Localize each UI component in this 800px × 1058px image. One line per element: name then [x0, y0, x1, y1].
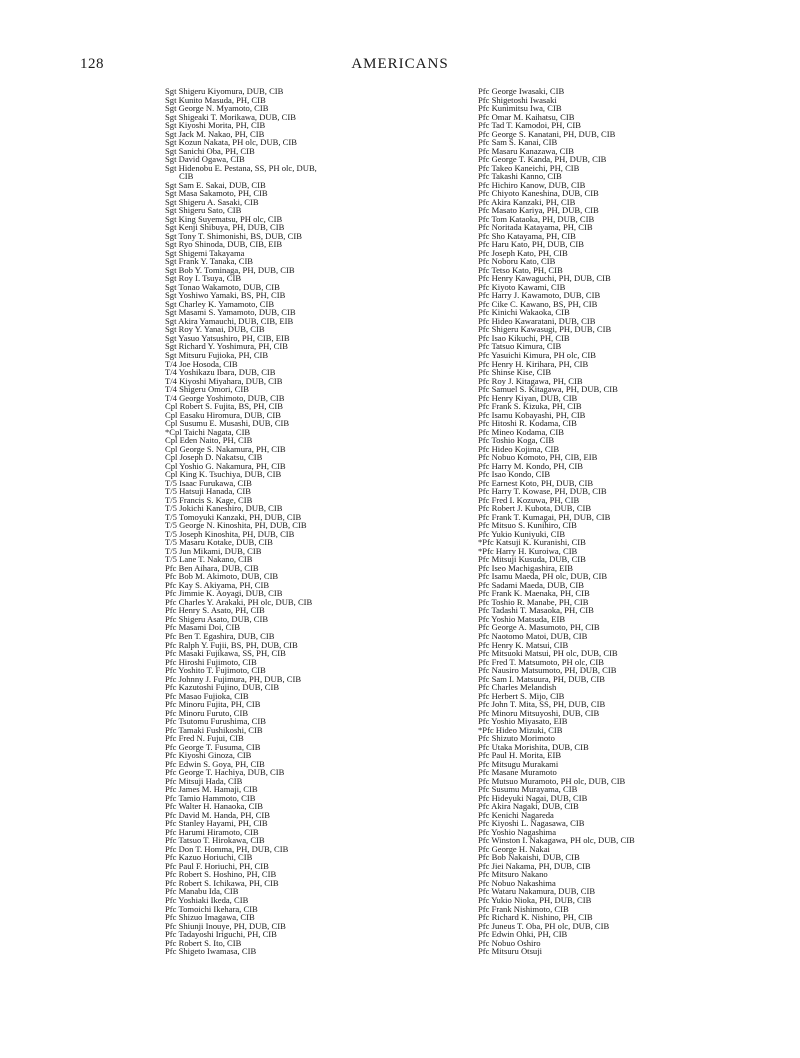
roster-entry: Cpl George S. Nakamura, PH, CIB [165, 443, 286, 454]
roster-entry: Pfc Haru Kato, PH, DUB, CIB [478, 239, 584, 250]
roster-entry: Cpl King K. Tsuchiya, DUB, CIB [165, 469, 282, 480]
roster-entry: Pfc Nausiro Matsumoto, PH, DUB, CIB [478, 665, 617, 676]
page-header [0, 56, 800, 80]
roster-entry: Pfc Mitsuji Hada, CIB [165, 775, 243, 786]
roster-entry: T/5 Jokichi Kaneshiro, DUB, CIB [165, 503, 283, 514]
roster-entry: Sgt Masa Sakamoto, PH, CIB [165, 188, 268, 199]
right-column [478, 87, 728, 956]
roster-entry: T/4 Shigeru Omori, CIB [165, 384, 250, 395]
roster-entry: Pfc Kazuo Horiuchi, CIB [165, 852, 253, 863]
roster-entry: Pfc Joseph Kato, PH, CIB [478, 247, 568, 258]
roster-entry: Pfc Tsutomu Furushima, CIB [165, 716, 266, 727]
roster-entry: Pfc Bob M. Akimoto, DUB, CIB [165, 571, 279, 582]
roster-entry: Sgt Tonao Wakamoto, DUB, CIB [165, 281, 280, 292]
roster-entry: Pfc Naotomo Matoi, DUB, CIB [478, 631, 588, 641]
roster-entry: Sgt King Suyematsu, PH olc, CIB [165, 213, 283, 224]
roster-entry: T/5 Lane T. Nakano, CIB [165, 554, 253, 565]
roster-entry: Pfc Isamu Maeda, PH olc, DUB, CIB [478, 571, 608, 582]
roster-entry: Cpl Robert S. Fujita, BS, PH, CIB [165, 401, 283, 412]
roster-entry: Pfc Mitsuru Otsuji [478, 946, 542, 957]
roster-entry: Pfc Mitsuji Kusuda, DUB, CIB [478, 554, 586, 565]
roster-entry: *Cpl Taichi Nagata, CIB [165, 426, 251, 437]
roster-entry: Pfc Isao Kikuchi, PH, CIB [478, 332, 570, 343]
roster-entry: Pfc George A. Masumoto, PH, CIB [478, 622, 600, 633]
roster-entry: Pfc Sam I. Matsuura, PH, DUB, CIB [478, 673, 605, 684]
roster-entry: Pfc Akira Nagaki, DUB, CIB [478, 801, 579, 812]
roster-entry: Pfc Chiyoto Kaneshina, DUB, CIB [478, 188, 599, 199]
roster-entry: Pfc Toshio R. Manabe, PH, CIB [478, 596, 589, 607]
roster-entry: Sgt Sanichi Oba, PH, CIB [165, 145, 255, 156]
roster-entry: Pfc Henry Kiyan, DUB, CIB [478, 392, 578, 403]
roster-entry: Pfc Paul H. Morita, EIB [478, 750, 562, 761]
roster-entry: Pfc Yasuichi Kimura, PH olc, CIB [478, 349, 596, 360]
roster-entry: Sgt Shigeru A. Sasaki, CIB [165, 196, 259, 207]
roster-entry: Pfc Yukio Kuniyuki, CIB [478, 528, 566, 539]
roster-entry: Pfc Harry M. Kondo, PH, CIB [478, 460, 584, 471]
roster-entry: Pfc Noboru Kato, CIB [478, 256, 556, 267]
roster-entry: Pfc Tatsuo Kimura, CIB [478, 341, 562, 352]
roster-entry: Pfc Kazutoshi Fujino, DUB, CIB [165, 682, 280, 693]
roster-entry: Pfc Toshio Koga, CIB [478, 435, 555, 446]
roster-entry: Pfc George S. Kanatani, PH, DUB, CIB [478, 128, 616, 139]
roster-entry: Pfc Masami Doi, CIB [165, 622, 240, 633]
roster-entry: Pfc Shigetoshi Iwasaki [478, 94, 557, 105]
roster-entry: Pfc Sam S. Kanai, CIB [478, 137, 558, 148]
roster-entry: Pfc Shizuo Imagawa, CIB [165, 912, 255, 923]
roster-entry: Pfc Omar M. Kaihatsu, CIB [478, 111, 575, 122]
roster-entry: *Pfc Harry H. Kuroiwa, CIB [478, 545, 578, 556]
roster-entry: Pfc Tomoichi Ikehara, CIB [165, 903, 258, 914]
roster-entry: Sgt Yoshiwo Yamaki, BS, PH, CIB [165, 290, 286, 301]
roster-entry: Pfc George Iwasaki, CIB [478, 86, 565, 96]
roster-entry: T/5 Isaac Furukawa, CIB [165, 477, 252, 488]
roster-entry: Pfc Jiei Nakama, PH, DUB, CIB [478, 860, 591, 871]
roster-entry: Pfc George T. Kanda, PH, DUB, CIB [478, 154, 607, 165]
roster-entry: Pfc Masato Kariya, PH, DUB, CIB [478, 205, 599, 216]
roster-entry: Pfc Cike C. Kawano, BS, PH, CIB [478, 298, 598, 309]
roster-entry: T/5 Jun Mikami, DUB, CIB [165, 545, 262, 556]
roster-entry: Pfc Kenichi Nagareda [478, 809, 554, 820]
roster-entry: Pfc Charles Y. Arakaki, PH olc, DUB, CIB [165, 596, 313, 607]
roster-entry: Pfc Tamaki Fushikoshi, CIB [165, 724, 263, 735]
roster-entry: Sgt Charley K. Yamamoto, CIB [165, 298, 275, 309]
roster-entry: Pfc George T. Hachiya, DUB, CIB [165, 767, 285, 778]
roster-entry: Pfc George H. Nakai [478, 843, 550, 854]
roster-entry: Pfc Yoshio Matsuda, EIB [478, 613, 566, 624]
roster-entry: Pfc Sho Katayama, PH, CIB [478, 230, 576, 241]
roster-entry: Pfc Yukio Nioka, PH, DUB, CIB [478, 894, 592, 905]
roster-entry: Pfc Kunimitsu Iwa, CIB [478, 103, 562, 114]
roster-entry: Pfc Kiyoto Kawami, CIB [478, 281, 566, 292]
roster-entry: Sgt David Ogawa, CIB [165, 154, 245, 165]
roster-entry: Pfc Johnny J. Fujimura, PH, DUB, CIB [165, 673, 302, 684]
roster-entry: Sgt Jack M. Nakao, PH, CIB [165, 128, 265, 139]
roster-entry: Pfc Charles Melandish [478, 682, 557, 693]
roster-entry: Pfc Samuel S. Kitagawa, PH, DUB, CIB [478, 384, 618, 395]
roster-entry: *Pfc Katsuji K. Kuranishi, CIB [478, 537, 586, 548]
roster-entry: Pfc Tad T. Kamodoi, PH, CIB [478, 120, 581, 131]
roster-entry: Pfc Roy J. Kitagawa, PH, CIB [478, 375, 583, 386]
roster-entry: Pfc Hitoshi R. Kodama, CIB [478, 418, 577, 429]
roster-entry: Pfc Yoshito T. Fujimoto, CIB [165, 665, 266, 676]
roster-entry: Pfc Winston I. Nakagawa, PH olc, DUB, CIB [478, 835, 635, 846]
roster-entry: Pfc Yoshio Miyasato, EIB [478, 716, 568, 727]
roster-entry: Pfc Robert S. Hoshino, PH, CIB [165, 869, 277, 880]
roster-entry: Pfc Minoru Fujita, PH, CIB [165, 699, 261, 710]
roster-entry: Pfc Kinichi Wakaoka, CIB [478, 307, 570, 318]
roster-entry: Pfc Shigeto Iwamasa, CIB [165, 946, 257, 957]
roster-entry: Sgt Yasuo Yatsushiro, PH, CIB, EIB [165, 332, 290, 343]
roster-entry: Pfc Nobuo Oshiro [478, 937, 541, 948]
roster-entry: Sgt Akira Yamauchi, DUB, CIB, EIB [165, 315, 294, 326]
roster-entry: Pfc Robert S. Ichikawa, PH, CIB [165, 877, 279, 888]
roster-entry: Pfc Iseo Machigashira, EIB [478, 562, 573, 573]
roster-entry: Pfc Susumu Murayama, CIB [478, 784, 578, 795]
roster-entry: T/5 Tomoyuki Kanzaki, PH, DUB, CIB [165, 511, 302, 522]
roster-entry: Pfc Paul F. Horiuchi, PH, CIB [165, 860, 269, 871]
roster-entry: Pfc Kiyoshi L. Nagasawa, CIB [478, 818, 585, 829]
roster-entry: Sgt Ryo Shinoda, DUB, CIB, EIB [165, 239, 283, 250]
roster-entry: Pfc Masaru Kanazawa, CIB [478, 145, 574, 156]
roster-entry: Pfc Fred N. Fujui, CIB [165, 733, 244, 744]
roster-entry: Pfc Fred T. Matsumoto, PH olc, CIB [478, 656, 604, 667]
roster-entry: Pfc Earnest Koto, PH, DUB, CIB [478, 477, 594, 488]
roster-entry: Pfc Shinse Kise, CIB [478, 367, 552, 378]
roster-entry: Sgt Kenji Shibuya, PH, DUB, CIB [165, 222, 285, 233]
roster-entry: Pfc Shigeru Kawasugi, PH, DUB, CIB [478, 324, 612, 335]
roster-entry: Sgt Kiyoshi Morita, PH, CIB [165, 120, 266, 131]
roster-entry: Sgt Mitsuru Fujioka, PH, CIB [165, 349, 269, 360]
roster-entry: Sgt Kunito Masuda, PH, CIB [165, 94, 266, 105]
roster-entry: Pfc Harry T. Kowase, PH, DUB, CIB [478, 486, 607, 497]
roster-entry: Pfc Frank T. Kumagai, PH, DUB, CIB [478, 511, 611, 522]
roster-entry: Pfc Shizuto Morimoto [478, 733, 555, 744]
roster-entry: Pfc Manabu Ida, CIB [165, 886, 239, 897]
roster-entry: Sgt Tony T. Shimonishi, BS, DUB, CIB [165, 230, 302, 241]
roster-entry: Pfc Mitsugu Murakami [478, 758, 559, 769]
roster-entry: Pfc Yoshio Nagashima [478, 826, 557, 837]
roster-entry: Pfc Ben T. Egashira, DUB, CIB [165, 631, 275, 641]
roster-entry: Sgt Shigeru Kiyomura, DUB, CIB [165, 86, 284, 96]
roster-entry: Pfc Wataru Nakamura, DUB, CIB [478, 886, 596, 897]
roster-entry: Pfc Fred I. Kozuwa, PH, CIB [478, 494, 580, 505]
roster-entry: T/5 Joseph Kinoshita, PH, DUB, CIB [165, 528, 295, 539]
roster-entry: Pfc Hichiro Kanow, DUB, CIB [478, 179, 586, 190]
roster-entry: Sgt Masami S. Yamamoto, DUB, CIB [165, 307, 296, 318]
roster-entry: Pfc Shiunji Inouye, PH, DUB, CIB [165, 920, 286, 931]
roster-entry: Cpl Eden Naito, PH, CIB [165, 435, 253, 446]
roster-entry: Pfc Isamu Kobayashi, PH, CIB [478, 409, 586, 420]
roster-entry: Pfc Hideyuki Nagai, DUB, CIB [478, 792, 588, 803]
roster-entry: Pfc Akira Kanzaki, PH, CIB [478, 196, 576, 207]
roster-entry: Cpl Yoshio G. Nakamura, PH, CIB [165, 460, 286, 471]
roster-entry: Pfc Robert J. Kubota, DUB, CIB [478, 503, 592, 514]
roster-entry: Pfc Stanley Hayami, PH, CIB [165, 818, 268, 829]
roster-entry: Pfc Edwin Ohki, PH, CIB [478, 929, 568, 940]
roster-entry: Pfc Frank Nishimoto, CIB [478, 903, 569, 914]
roster-entry: CIB [179, 171, 194, 182]
roster-entry: T/5 George N. Kinoshita, PH, DUB, CIB [165, 520, 307, 531]
roster-entry: Pfc Mitsuro Nakano [478, 869, 548, 880]
roster-entry: T/5 Hatsuji Hanada, CIB [165, 486, 251, 497]
running-head: AMERICANS [351, 56, 449, 72]
roster-entry: T/4 Yoshikazu Ibara, DUB, CIB [165, 367, 276, 378]
roster-entry: Sgt Shigeru Sato, CIB [165, 205, 242, 216]
roster-entry: Sgt Sam E. Sakai, DUB, CIB [165, 179, 266, 190]
roster-entry: Pfc Edwin S. Goya, PH, CIB [165, 758, 265, 769]
roster-entry: Pfc Tamio Hammoto, CIB [165, 792, 256, 803]
roster-entry: Pfc Henry K. Matsui, CIB [478, 639, 569, 650]
roster-entry: Pfc Hideo Kojima, CIB [478, 443, 560, 454]
roster-entry: T/4 Joe Hosoda, CIB [165, 358, 238, 369]
roster-entry: Pfc Kay S. Akiyama, PH, CIB [165, 579, 270, 590]
roster-entry: Pfc Mutsuo Muramoto, PH olc, DUB, CIB [478, 775, 626, 786]
roster-entry: Pfc Robert S. Ito, CIB [165, 937, 242, 948]
roster-entry: Pfc Herbert S. Mijo, CIB [478, 690, 565, 701]
roster-entry: Pfc Mitsuoki Matsui, PH olc, DUB, CIB [478, 648, 618, 659]
roster-entry: Pfc Henry Kawaguchi, PH, DUB, CIB [478, 273, 611, 284]
roster-entry: T/5 Masaru Kotake, DUB, CIB [165, 537, 273, 548]
roster-entry: Pfc Tadashi T. Masaoka, PH, CIB [478, 605, 594, 616]
page-number: 128 [80, 56, 104, 72]
roster-entry: Pfc Henry S. Asato, PH, CIB [165, 605, 265, 616]
roster-entry: Pfc Henry H. Kirihara, PH, CIB [478, 358, 589, 369]
left-column [165, 87, 425, 956]
roster-entry: Pfc Noritada Katayama, PH, CIB [478, 222, 593, 233]
roster-entry: T/4 George Yoshimoto, DUB, CIB [165, 392, 285, 403]
roster-entry: Pfc Bob Nakaishi, DUB, CIB [478, 852, 580, 863]
roster-entry: Pfc Utaka Morishita, DUB, CIB [478, 741, 589, 752]
roster-entry: Pfc Minoru Mitsuyoshi, DUB, CIB [478, 707, 600, 718]
roster-entry: Pfc James M. Hamaji, CIB [165, 784, 258, 795]
roster-entry: Pfc Ben Aihara, DUB, CIB [165, 562, 259, 573]
roster-entry: Pfc Richard K. Nishino, PH, CIB [478, 912, 593, 923]
roster-entry: Pfc Hideo Kawaratani, DUB, CIB [478, 315, 596, 326]
roster-entry: Cpl Joseph D. Nakatsu, CIB [165, 452, 263, 463]
roster-entry: Pfc Walter H. Hanaoka, CIB [165, 801, 263, 812]
roster-entry: T/5 Francis S. Kage, CIB [165, 494, 253, 505]
roster-entry: Pfc Mineo Kodama, CIB [478, 426, 564, 437]
roster-entry: Pfc Masao Fujioka, CIB [165, 690, 249, 701]
roster-entry: Pfc George T. Fusuma, CIB [165, 741, 261, 752]
roster-entry: Sgt Roy Y. Yanai, DUB, CIB [165, 324, 265, 335]
roster-entry: Pfc Sadami Maeda, DUB, CIB [478, 579, 584, 590]
roster-entry: Pfc Takeo Kaneichi, PH, CIB [478, 162, 580, 173]
roster-entry: Pfc Tadayoshi Iriguchi, PH, CIB [165, 929, 277, 940]
roster-entry: Pfc Isao Kondo, CIB [478, 469, 551, 480]
roster-entry: Pfc Nobuo Komoto, PH, CIB, EIB [478, 452, 598, 463]
roster-entry: Pfc Ralph Y. Fujii, BS, PH, DUB, CIB [165, 639, 298, 650]
roster-entry: Sgt Richard Y. Yoshimura, PH, CIB [165, 341, 288, 352]
roster-entry: Sgt George N. Myamoto, CIB [165, 103, 269, 114]
roster-entry: Pfc Takashi Kanno, CIB [478, 171, 562, 182]
roster-entry: Pfc Masane Muramoto [478, 767, 557, 778]
roster-entry: Pfc Tetso Kato, PH, CIB [478, 264, 563, 275]
roster-entry: Sgt Frank Y. Tanaka, CIB [165, 256, 254, 267]
roster-entry: Sgt Hidenobu E. Pestana, SS, PH olc, DUB, [165, 162, 317, 173]
roster-entry: Pfc Don T. Homma, PH, DUB, CIB [165, 843, 289, 854]
roster-entry: Pfc David M. Handa, PH, CIB [165, 809, 271, 820]
roster-entry: Pfc Masaki Fujikawa, SS, PH, CIB [165, 648, 286, 659]
roster-entry: Pfc Juneus T. Oba, PH olc, DUB, CIB [478, 920, 610, 931]
roster-entry: Cpl Susumu E. Musashi, DUB, CIB [165, 418, 290, 429]
roster-entry: Sgt Kozun Nakata, PH olc, DUB, CIB [165, 137, 297, 148]
roster-entry: Sgt Roy I. Tsuya, CIB [165, 273, 242, 284]
roster-entry: Pfc Shigeru Asato, DUB, CIB [165, 613, 269, 624]
roster-entry: Cpl Easaku Hiromura, DUB, CIB [165, 409, 282, 420]
roster-entry: Pfc Tatsuo T. Hirokawa, CIB [165, 835, 265, 846]
roster-entry: T/4 Kiyoshi Miyahara, DUB, CIB [165, 375, 283, 386]
roster-entry: Pfc Minoru Furuto, CIB [165, 707, 249, 718]
roster-entry: Pfc Harry J. Kawamoto, DUB, CIB [478, 290, 601, 301]
roster-entry: Pfc Yoshiaki Ikeda, CIB [165, 894, 249, 905]
roster-entry: Pfc Hiroshi Fujimoto, CIB [165, 656, 257, 667]
roster-entry: Pfc Harumi Hiramoto, CIB [165, 826, 259, 837]
roster-entry: Pfc Tom Kataoka, PH, DUB, CIB [478, 213, 595, 224]
roster-entry: Pfc Kiyoshi Ginoza, CIB [165, 750, 252, 761]
roster-entry: Pfc Nobuo Nakashima [478, 877, 556, 888]
roster-entry: Pfc Jimmie K. Aoyagi, DUB, CIB [165, 588, 283, 599]
roster-entry: Pfc Frank K. Maenaka, PH, CIB [478, 588, 590, 599]
roster-entry: *Pfc Hideo Mizuki, CIB [478, 724, 563, 735]
roster-entry: Sgt Shigemi Takayama [165, 247, 245, 258]
roster-entry: Pfc Frank S. Kizuka, PH, CIB [478, 401, 582, 412]
roster-entry: Pfc John T. Mita, SS, PH, DUB, CIB [478, 699, 606, 710]
roster-entry: Pfc Mitsuo S. Kunihiro, CIB [478, 520, 577, 531]
roster-entry: Sgt Bob Y. Tominaga, PH, DUB, CIB [165, 264, 295, 275]
roster-entry: Sgt Shigeaki T. Morikawa, DUB, CIB [165, 111, 296, 122]
